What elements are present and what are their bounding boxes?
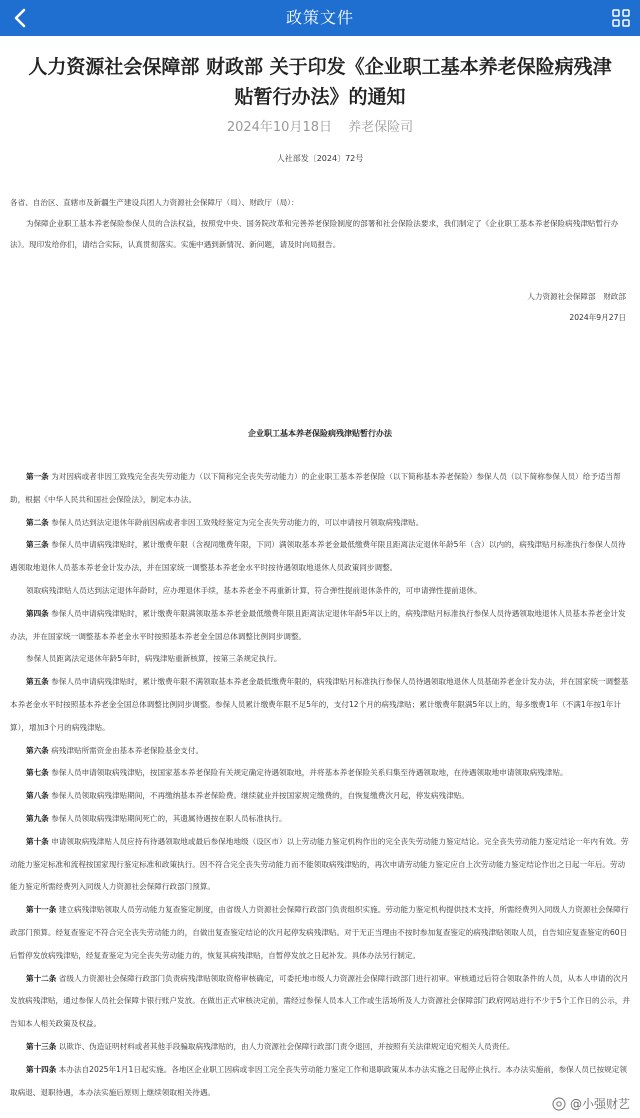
article-paragraph xyxy=(10,603,630,649)
measures-title: 企业职工基本养老保险病残津贴暂行办法 xyxy=(248,429,392,438)
article-label: 第一条 xyxy=(26,472,49,481)
article-label: 第十四条 xyxy=(26,1064,57,1074)
article-paragraph xyxy=(10,762,630,785)
article-paragraph xyxy=(10,648,630,671)
article-text: 以欺诈、伪造证明材料或者其他手段骗取病残津贴的，由人力资源社会保障行政部门责令退回，并按照有关法律规定追究相关人员责任。 xyxy=(58,1041,515,1051)
article-paragraph xyxy=(10,534,630,580)
article-paragraph xyxy=(10,808,630,831)
top-bar xyxy=(0,0,640,36)
article-text: 参保人员领取病残津贴期间，不再缴纳基本养老保险费。继续就业并按国家规定缴费的，自恢复缴费次月起，停发病残津贴。 xyxy=(51,791,469,801)
watermark-text: @小强财艺 xyxy=(569,1097,630,1111)
article-text: 参保人员申请病残津贴时，累计缴费年限满领取基本养老金最低缴费年限且距离法定退休年龄5年以上的，病残津贴月标准执行参保人员待遇领取地退休人员基本养老金计发办法，并在国家统一调整基本养老金水平时按照基本养老金全国总体调整比例同步调整。 xyxy=(10,608,626,641)
notice-intro: 为保障企业职工基本养老保险参保人员的合法权益，按照党中央、国务院改革和完善养老保险制度的部署和社会保险法要求，我们制定了《企业职工基本养老保险病残津贴暂行办法》。现印发给你们，请结合实际，认真贯彻落实。实施中遇到新情况、新问题，请及时向局报告。 xyxy=(10,219,619,249)
signers: 人力资源社会保障部 财政部 xyxy=(527,292,626,301)
notice-body xyxy=(10,192,630,255)
article-label: 第十条 xyxy=(26,836,49,846)
article-text: 参保人员申请病残津贴时，累计缴费年限不满领取基本养老金最低缴费年限的，病残津贴月标准执行参保人员待遇领取地退休人员基础养老金计发办法，并在国家统一调整基本养老金水平时按照基本养老金全国总体调整比例同步调整。参保人员累计缴费年限不足5年的，支付12个月的病残津贴；累计缴费年限满5年以上的，每多缴费1年（不满1年按1年计算），增加3个月的病残津贴。 xyxy=(10,677,629,732)
article-paragraph xyxy=(10,785,630,808)
publish-date: 2024年10月18日 xyxy=(226,120,332,135)
article-text: 病残津贴所需资金由基本养老保险基金支付。 xyxy=(51,745,204,755)
page-title: 政策文件 xyxy=(285,8,354,27)
article-label: 第三条 xyxy=(26,540,49,550)
watermark xyxy=(550,1095,632,1112)
article-paragraph xyxy=(10,671,630,739)
addressee: 各省、自治区、直辖市及新疆生产建设兵团人力资源社会保障厅（局）、财政厅（局）： xyxy=(10,198,299,207)
article-label: 第四条 xyxy=(26,608,49,618)
article-paragraph xyxy=(10,831,630,899)
article-label: 第八条 xyxy=(26,791,49,801)
article-label: 第十二条 xyxy=(26,973,57,983)
article-paragraph xyxy=(10,740,630,763)
article-meta xyxy=(0,116,640,135)
article-label: 第五条 xyxy=(26,677,49,687)
article-text: 参保人员领取病残津贴期间死亡的，其遗属待遇按在职人员标准执行。 xyxy=(51,813,287,823)
article-text: 为对因病或者非因工致残完全丧失劳动能力（以下简称完全丧失劳动能力）的企业职工基本养老保险（以下简称基本养老保险）参保人员（以下简称参保人员）给予适当帮助，根据《中华人民共和国社会保险法》，制定本办法。 xyxy=(10,472,621,504)
article-label: 第六条 xyxy=(26,745,49,755)
article-text: 申请领取病残津贴人员应持有待遇领取地或最后参保地地级（设区市）以上劳动能力鉴定机构作出的完全丧失劳动能力鉴定结论。完全丧失劳动能力鉴定结论一年内有效。劳动能力鉴定标准和流程按国家现行鉴定标准和政策执行。因不符合完全丧失劳动能力而不能领取病残津贴的，再次申请劳动能力鉴定应自上次劳动能力鉴定结论作出之日起一年后。劳动能力鉴定所需经费列入同级人力资源社会保障行政部门预算。 xyxy=(10,836,629,892)
article-text: 建立病残津贴领取人员劳动能力复查鉴定制度，由省级人力资源社会保障行政部门负责组织实施。劳动能力鉴定机构提供技术支持，所需经费列入同级人力资源社会保障行政部门预算。经复查鉴定不符合完全丧失劳动能力的，自做出复查鉴定结论的次月起停发病残津贴。对于无正当理由不按时参加复查鉴定的病残津贴领取人员，自告知应复查鉴定的60日后暂停发放病残津贴，经复查鉴定为完全丧失劳动能力的，恢复其病残津贴，自暂停发放之日起补发。具体办法另行制定。 xyxy=(10,905,629,960)
article-label: 第二条 xyxy=(26,517,49,527)
article-label: 第十一条 xyxy=(26,905,57,915)
article-label: 第七条 xyxy=(26,768,49,778)
article-text: 本办法自2025年1月1日起实施。各地区企业职工因病或非因工完全丧失劳动能力鉴定工作和退职政策从本办法实施之日起停止执行。本办法实施前，参保人员已按规定领取病退、退职待遇，本办法实施后原则上继续领取相关待遇。 xyxy=(10,1064,627,1097)
article-label: 第十三条 xyxy=(26,1041,57,1051)
sign-date: 2024年9月27日 xyxy=(569,313,626,322)
at-badge-icon xyxy=(552,1097,566,1111)
article-paragraph xyxy=(10,1059,630,1105)
article-label: 第九条 xyxy=(26,813,49,823)
article-text: 参保人员申请病残津贴时，累计缴费年限（含视同缴费年限，下同）满领取基本养老金最低缴费年限且距离法定退休年龄5年（含）以内的，病残津贴月标准执行参保人员待遇领取地退休人员基本养老金计发办法，并在国家统一调整基本养老金水平时按待遇领取地退休人员政策同步调整。 xyxy=(10,540,626,573)
article-paragraph xyxy=(10,899,630,967)
notice-signature xyxy=(10,286,630,328)
document-number: 人社部发〔2024〕72号 xyxy=(276,154,364,163)
article-text: 领取病残津贴人员达到法定退休年龄时，应办理退休手续，基本养老金不再重新计算，符合弹性提前退休条件的，可申请弹性提前退休。 xyxy=(26,585,482,595)
publish-source: 养老保险司 xyxy=(348,120,414,135)
share-grid-icon xyxy=(610,7,632,29)
article-paragraph xyxy=(10,466,630,512)
article-paragraph xyxy=(10,1036,630,1059)
article-paragraph xyxy=(10,968,630,1036)
article-title: 人力资源社会保障部 财政部 关于印发《企业职工基本养老保险病残津贴暂行办法》的通知 xyxy=(28,56,612,108)
article-text: 参保人员申请领取病残津贴，按国家基本养老保险有关规定确定待遇领取地，并将基本养老保险关系归集至待遇领取地，在待遇领取地申请领取病残津贴。 xyxy=(51,768,568,778)
share-button[interactable] xyxy=(610,7,632,29)
article-paragraph xyxy=(10,512,630,535)
article-text: 参保人员达到法定退休年龄前因病或者非因工致残经鉴定为完全丧失劳动能力的，可以申请按月领取病残津贴。 xyxy=(51,517,424,527)
article-text: 省级人力资源社会保障行政部门负责病残津贴领取资格审核确定，可委托地市级人力资源社会保障行政部门进行初审。审核通过后符合领取条件的人员，从本人申请的次月发放病残津贴，通过参保人员社会保障卡银行账户发放。在做出正式审核决定前，需经过参保人员本人工作或生活场所及人力资源社会保障部门政府网站进行不少于5个工作日的公示，并告知本人相关政策及权益。 xyxy=(10,973,630,1029)
measures-articles xyxy=(10,466,630,1104)
article-paragraph xyxy=(10,580,630,603)
article-text: 参保人员距离法定退休年龄5年时，病残津贴重新核算，按第三条规定执行。 xyxy=(26,654,282,664)
